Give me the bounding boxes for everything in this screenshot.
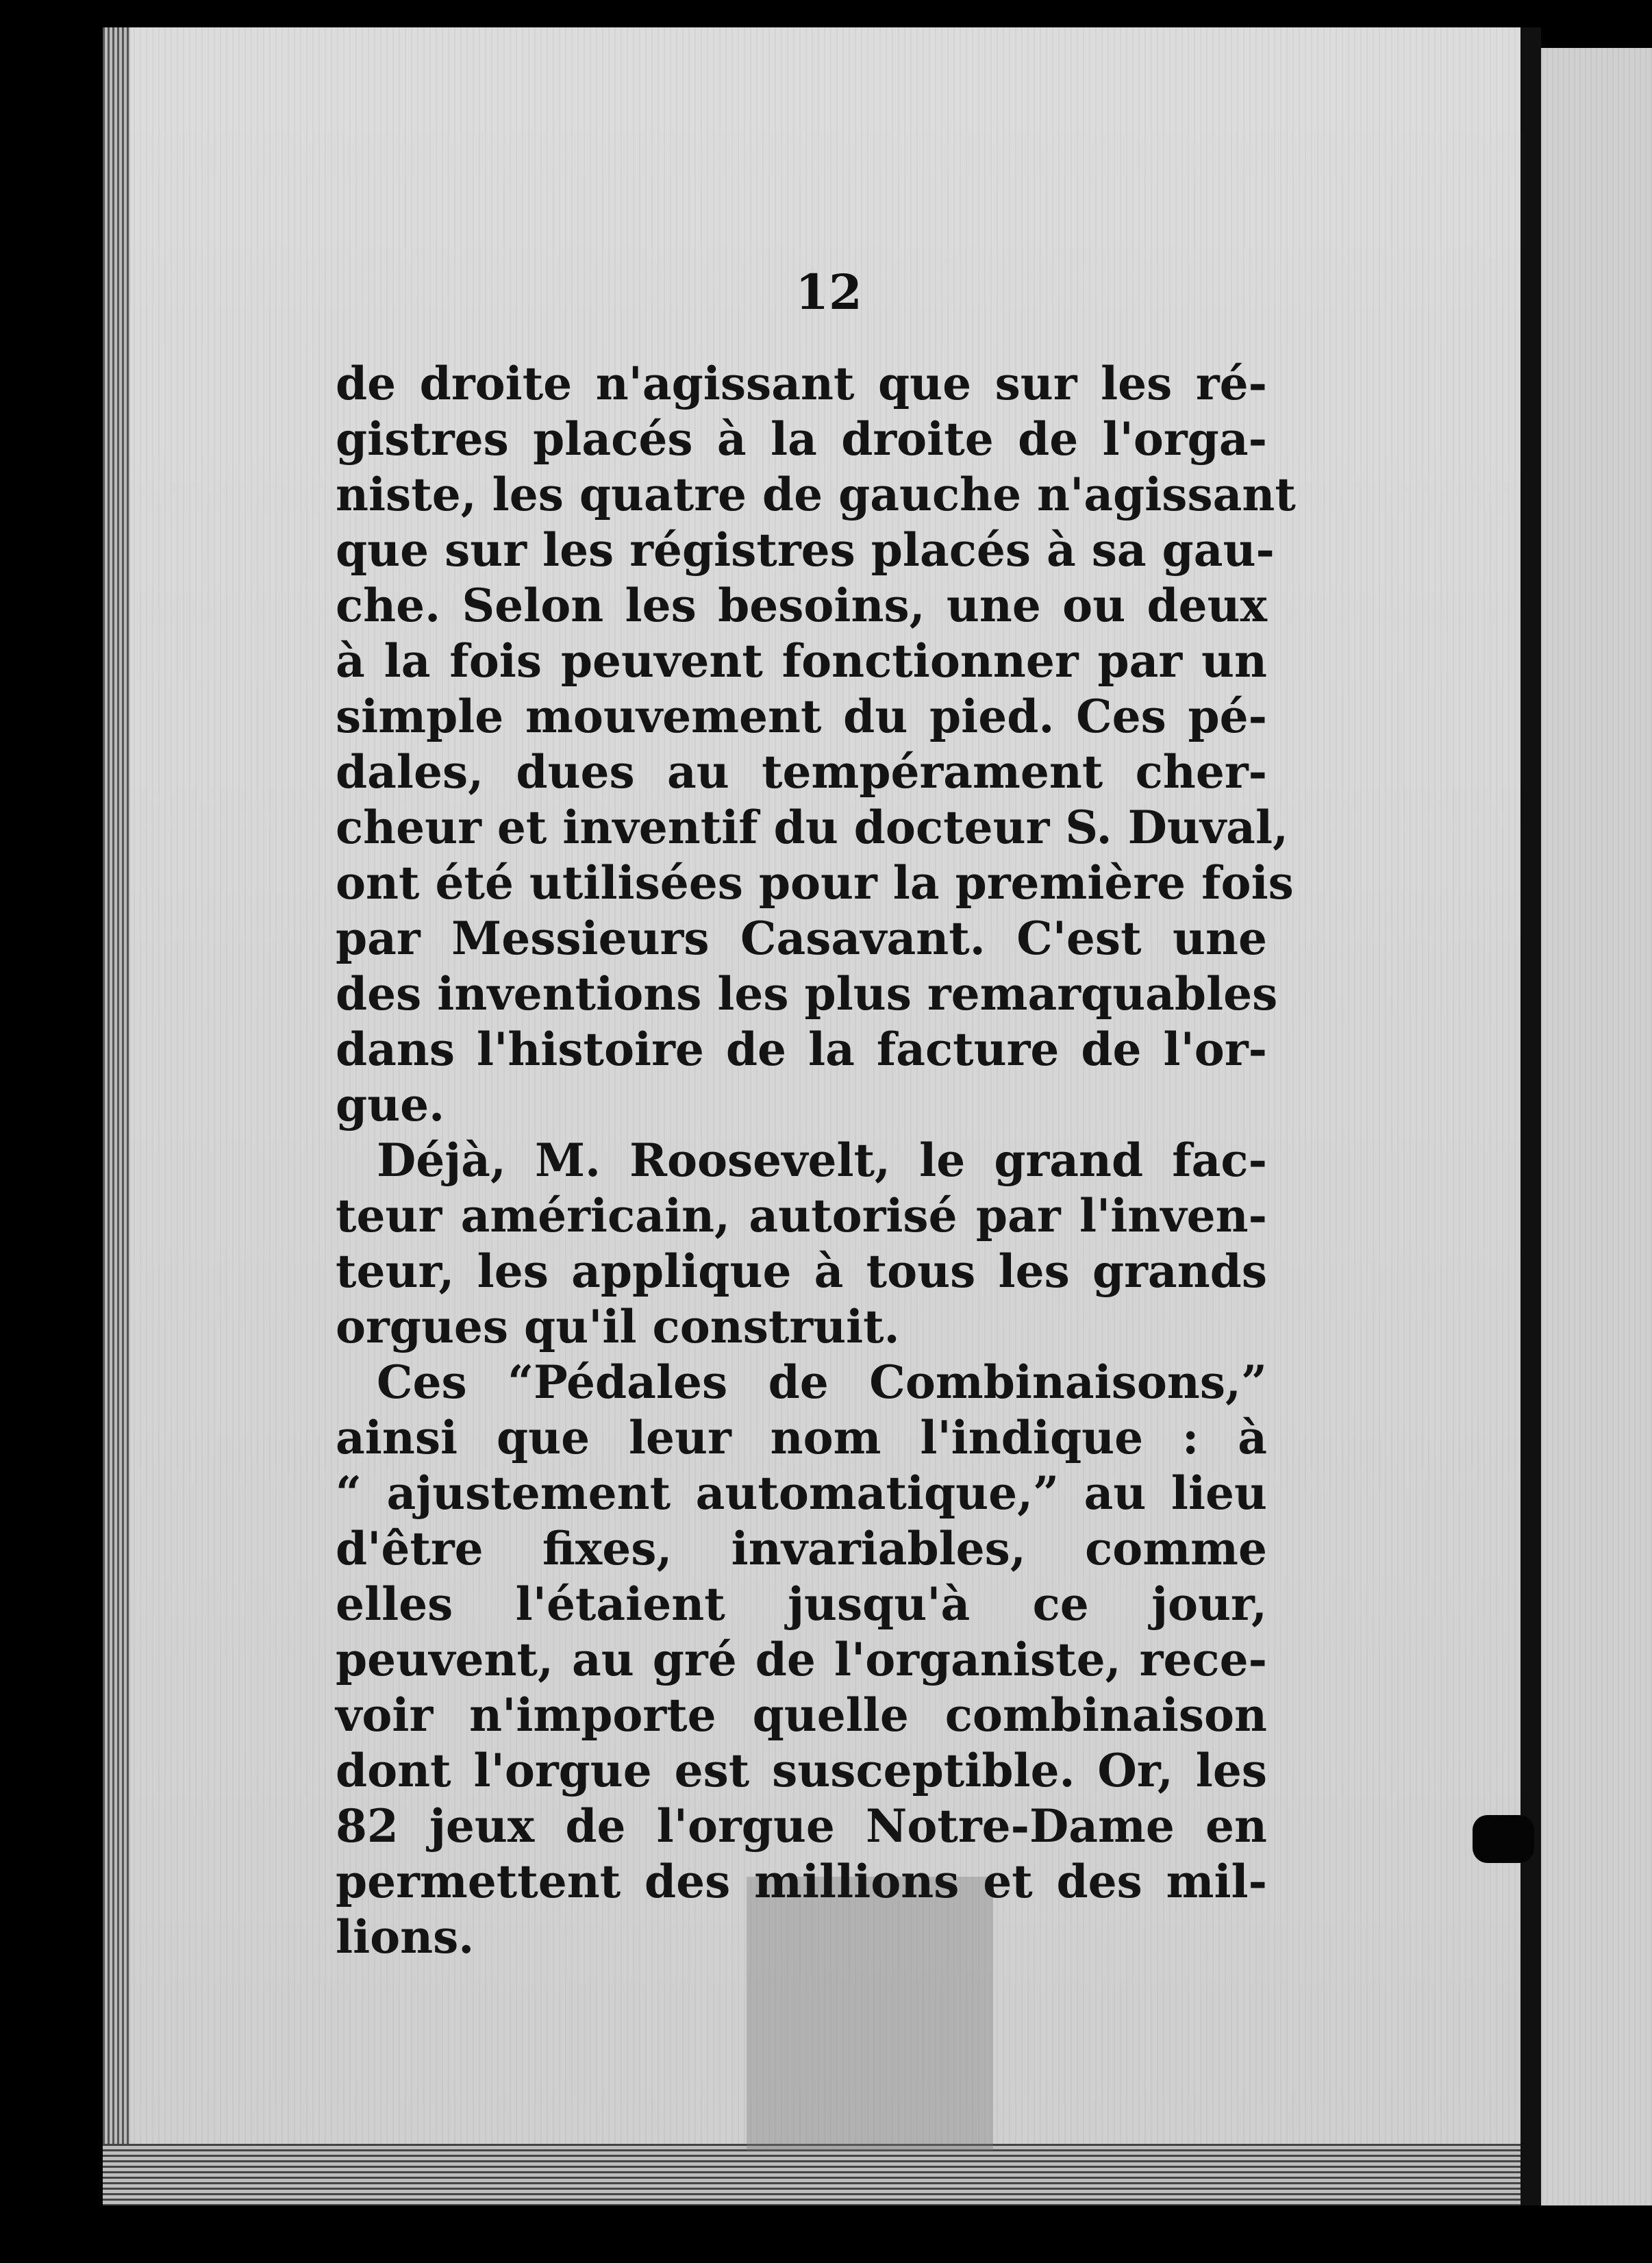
text-line: gistres placés à la droite de l'orga- <box>336 412 1267 466</box>
text-line: d'être fixes, invariables, comme <box>336 1522 1267 1575</box>
book-spine <box>1520 27 1541 2205</box>
text-line: gue. <box>336 1078 445 1132</box>
text-line: lions. <box>336 1910 475 1964</box>
text-line: à la fois peuvent fonctionner par un <box>336 634 1267 688</box>
text-line: teur américain, autorisé par l'inven- <box>336 1189 1267 1242</box>
text-line: ainsi que leur nom l'indique : à <box>336 1411 1267 1464</box>
text-line: ont été utilisées pour la première fois <box>336 856 1294 910</box>
text-line: 82 jeux de l'orgue Notre-Dame en <box>336 1799 1267 1853</box>
page-number: 12 <box>795 264 862 321</box>
text-line: dales, dues au tempérament cher- <box>336 745 1267 799</box>
text-line: dans l'histoire de la facture de l'or- <box>336 1023 1267 1076</box>
text-line: permettent des millions et des mil- <box>336 1855 1267 1908</box>
page-stack-left-edge <box>103 27 130 2205</box>
text-line: che. Selon les besoins, une ou deux <box>336 579 1267 632</box>
body-text <box>336 356 1296 1965</box>
text-line: de droite n'agissant que sur les ré- <box>336 357 1267 410</box>
text-line: orgues qu'il construit. <box>336 1300 900 1353</box>
page-stack-bottom-edge <box>103 2144 1520 2205</box>
text-line: teur, les applique à tous les grands <box>336 1245 1267 1298</box>
text-line: dont l'orgue est susceptible. Or, les <box>336 1744 1267 1797</box>
text-line: que sur les régistres placés à sa gau- <box>336 523 1275 577</box>
text-line: peuvent, au gré de l'organiste, rece- <box>336 1633 1267 1686</box>
text-line: des inventions les plus remarquables <box>336 967 1278 1021</box>
text-line: Ces “Pédales de Combinaisons,” <box>377 1355 1267 1409</box>
text-line: simple mouvement du pied. Ces pé- <box>336 690 1267 743</box>
facing-page-edge <box>1541 48 1652 2205</box>
text-line: cheur et inventif du docteur S. Duval, <box>336 801 1288 854</box>
text-line: “ ajustement automatique,” au lieu <box>336 1466 1267 1520</box>
binding-clip <box>1473 1815 1534 1863</box>
text-line: par Messieurs Casavant. C'est une <box>336 912 1267 965</box>
text-line: elles l'étaient jusqu'à ce jour, <box>336 1577 1267 1631</box>
text-line: Déjà, M. Roosevelt, le grand fac- <box>377 1134 1267 1187</box>
text-line: niste, les quatre de gauche n'agissant <box>336 468 1296 521</box>
text-line: voir n'importe quelle combinaison <box>336 1688 1267 1742</box>
